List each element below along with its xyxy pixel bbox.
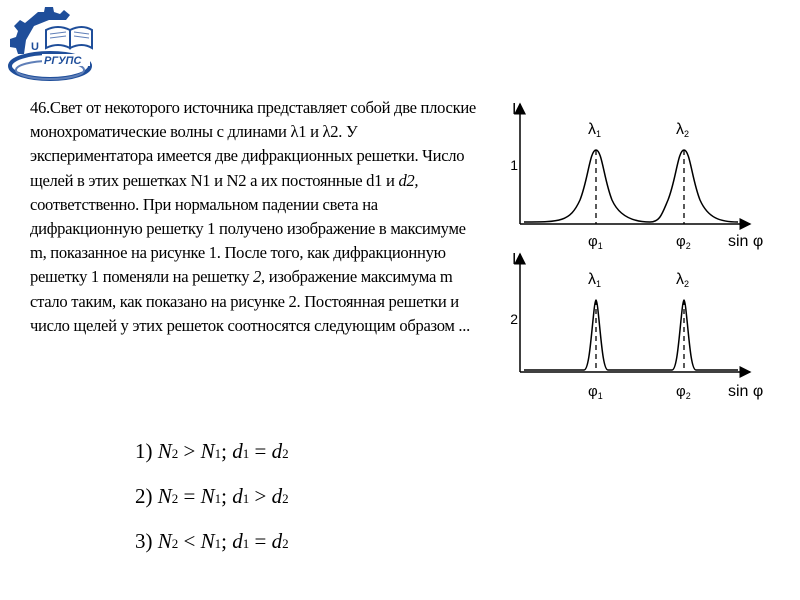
question-part: . У экспериментатора имеется две дифракционных решетки. Число щелей в этих решетках bbox=[30, 122, 465, 190]
answer-term: N bbox=[200, 439, 215, 463]
answer-operator: = bbox=[249, 439, 272, 463]
answer-term: d bbox=[271, 439, 283, 463]
d1-symbol: d1 bbox=[366, 170, 383, 190]
answer-term: d bbox=[232, 529, 243, 553]
answer-operator: = bbox=[249, 529, 272, 553]
question-part: и bbox=[210, 170, 227, 190]
answer-separator: ; bbox=[221, 529, 233, 553]
answer-subscript: 2 bbox=[282, 536, 289, 551]
plot-2 bbox=[510, 251, 763, 401]
logo-text: РГУПС bbox=[44, 55, 82, 67]
d2-symbol: d2, bbox=[398, 170, 419, 190]
answer-operator: > bbox=[178, 439, 201, 463]
plot1-lambda2-label: λ2 bbox=[676, 121, 690, 139]
plot1-y-label: I bbox=[512, 101, 517, 118]
logo-letter: U bbox=[31, 41, 39, 53]
answer-term: d bbox=[271, 529, 283, 553]
book-icon bbox=[46, 27, 92, 48]
answer-subscript: 2 bbox=[171, 446, 179, 461]
answer-subscript: 1 bbox=[242, 491, 250, 506]
answer-subscript: 2 bbox=[171, 536, 179, 551]
answer-subscript: 1 bbox=[214, 491, 222, 506]
question-part: изображение максимума m стало таким, как показано на рисунке 2. Постоянная решетки и число щелей у этих решеток соотносятся следующим образом ... bbox=[30, 267, 470, 335]
answer-option-2[interactable] bbox=[135, 483, 289, 512]
answer-subscript: 1 bbox=[214, 536, 222, 551]
answer-term: N bbox=[200, 529, 215, 553]
answer-subscript: 1 bbox=[214, 446, 222, 461]
answer-separator: ; bbox=[221, 484, 233, 508]
plot2-phi1-label: $\varphi_1$ bbox=[588, 383, 603, 401]
question-part: соответственно. При нормальном падении света на дифракционную решетку 1 получено изображение в максимуме m, показанное на рисунке 1. После того, как дифракционную решетку 1 поменяли на решетку bbox=[30, 194, 466, 287]
plot1-x-label: sin φ bbox=[728, 233, 764, 250]
lambda2-symbol: λ2 bbox=[322, 122, 339, 142]
n2-symbol: N2 bbox=[226, 170, 247, 190]
plot2-x-label: sin φ bbox=[728, 383, 764, 400]
answer-subscript: 2 bbox=[282, 491, 289, 506]
answer-term: d bbox=[271, 484, 283, 508]
answer-separator: ; bbox=[221, 439, 233, 463]
plot2-lambda2-label: λ2 bbox=[676, 271, 690, 289]
answer-term: d bbox=[232, 484, 243, 508]
plot2-curve bbox=[524, 300, 738, 370]
question-part: а их постоянные bbox=[246, 170, 367, 190]
plot1-phi1-label: $\varphi_1$ bbox=[588, 233, 603, 251]
answer-subscript: 2 bbox=[171, 491, 179, 506]
plot1-curve bbox=[524, 150, 738, 222]
plot1-lambda1-label: λ1 bbox=[588, 121, 602, 139]
question-part: 46.Свет от некоторого источника представляет собой две плоские монохроматические волны с длинами bbox=[30, 98, 476, 142]
answer-option-1[interactable] bbox=[135, 438, 289, 467]
answer-operator: = bbox=[178, 484, 201, 508]
answer-number: 3) bbox=[135, 529, 158, 553]
university-logo bbox=[4, 4, 96, 88]
plot2-number: 2 bbox=[510, 311, 518, 327]
plot2-y-label: I bbox=[512, 251, 517, 268]
answer-subscript: 1 bbox=[242, 446, 250, 461]
grating2-ref: 2, bbox=[253, 267, 265, 287]
answer-operator: < bbox=[178, 529, 201, 553]
answer-term: N bbox=[157, 529, 172, 553]
answer-term: N bbox=[157, 439, 172, 463]
plot-1 bbox=[510, 101, 763, 251]
answer-option-3[interactable] bbox=[135, 528, 289, 557]
gear-icon bbox=[10, 7, 70, 54]
answer-subscript: 1 bbox=[242, 536, 250, 551]
answer-subscript: 2 bbox=[282, 446, 289, 461]
answer-term: N bbox=[157, 484, 172, 508]
question-part: и bbox=[306, 122, 323, 142]
question-part: и bbox=[382, 170, 399, 190]
plot2-lambda1-label: λ1 bbox=[588, 271, 602, 289]
answer-term: d bbox=[232, 439, 243, 463]
diffraction-figure bbox=[500, 90, 790, 410]
plot1-number: 1 bbox=[510, 157, 518, 173]
answer-number: 2) bbox=[135, 484, 158, 508]
lambda1-symbol: λ1 bbox=[290, 122, 307, 142]
plot2-phi2-label: $\varphi_2$ bbox=[676, 383, 691, 401]
answer-number: 1) bbox=[135, 439, 158, 463]
answer-term: N bbox=[200, 484, 215, 508]
answer-operator: > bbox=[249, 484, 272, 508]
question-text bbox=[30, 96, 482, 338]
n1-symbol: N1 bbox=[190, 170, 211, 190]
plot1-phi2-label: $\varphi_2$ bbox=[676, 233, 691, 251]
